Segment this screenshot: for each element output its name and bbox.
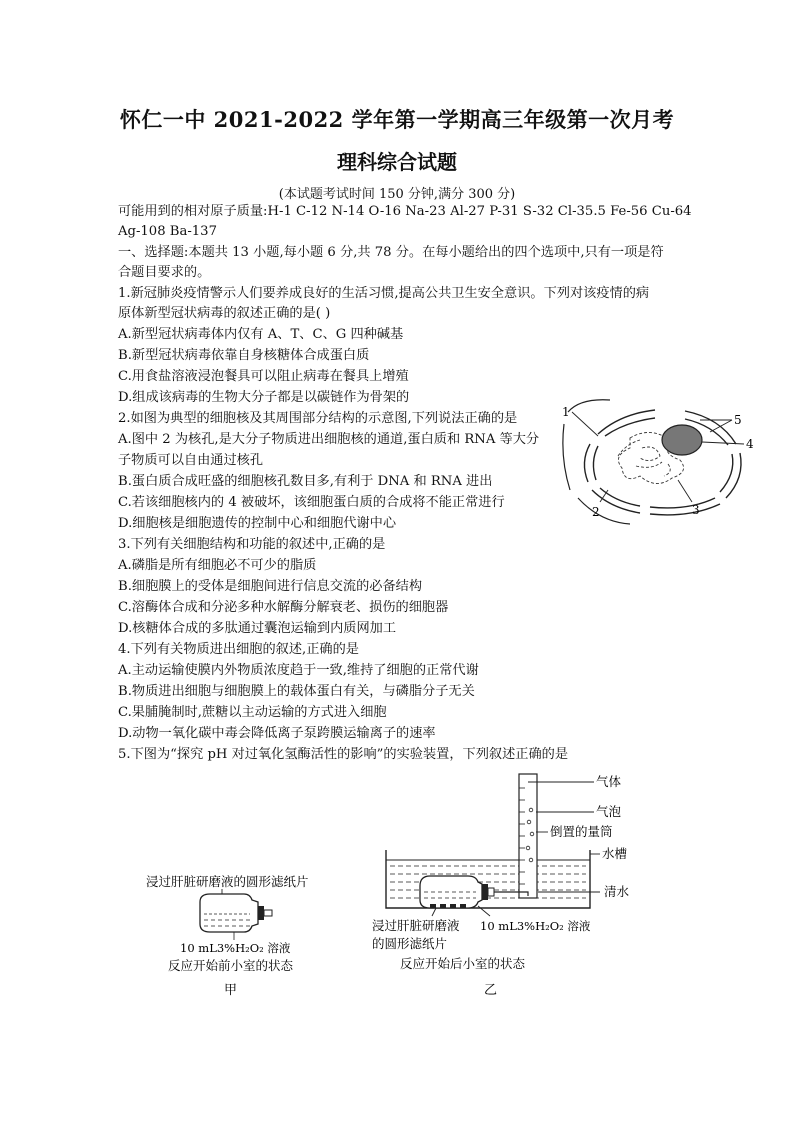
yi-label-tank: 水槽 bbox=[602, 846, 628, 861]
exam-time-note: (本试题考试时间 150 分钟,满分 300 分) bbox=[278, 187, 516, 202]
jia-top-label: 浸过肝脏研磨液的圆形滤纸片 bbox=[146, 874, 309, 889]
question-option: A.磷脂是所有细胞必不可少的脂质 bbox=[118, 558, 317, 573]
question-stem: 1.新冠肺炎疫情警示人们要养成良好的生活习惯,提高公共卫生安全意识。下列对该疫情的病 bbox=[118, 286, 650, 301]
yi-caption: 反应开始后小室的状态 bbox=[400, 956, 526, 971]
exam-title: 怀仁一中 2021-2022 学年第一学期高三年级第一次月考 bbox=[119, 107, 675, 132]
exam-subtitle: 理科综合试题 bbox=[337, 150, 457, 174]
figure-jia bbox=[140, 872, 380, 1002]
question-option: B.细胞膜上的受体是细胞间进行信息交流的必备结构 bbox=[118, 579, 423, 594]
question-option: C.溶酶体合成和分泌多种水解酶分解衰老、损伤的细胞器 bbox=[118, 600, 449, 615]
nucleus-diagram bbox=[560, 398, 770, 528]
question-option: D.细胞核是细胞遗传的控制中心和细胞代谢中心 bbox=[118, 516, 397, 531]
question-option: A.图中 2 为核孔,是大分子物质进出细胞核的通道,蛋白质和 RNA 等大分 bbox=[118, 432, 540, 447]
question-stem: 2.如图为典型的细胞核及其周围部分结构的示意图,下列说法正确的是 bbox=[118, 411, 518, 426]
figure-yi bbox=[368, 768, 668, 1003]
label-5: 5 bbox=[734, 413, 742, 427]
atomic-mass-line: Ag-108 Ba-137 bbox=[118, 224, 217, 239]
jia-caption: 反应开始前小室的状态 bbox=[168, 958, 294, 973]
yi-label-gas: 气体 bbox=[596, 774, 622, 789]
question-stem: 4.下列有关物质进出细胞的叙述,正确的是 bbox=[118, 642, 359, 657]
yi-label-bubble: 气泡 bbox=[596, 804, 622, 819]
question-option: B.蛋白质合成旺盛的细胞核孔数目多,有利于 DNA 和 RNA 进出 bbox=[118, 474, 493, 489]
question-option: 子物质可以自由通过核孔 bbox=[118, 453, 264, 468]
yi-name: 乙 bbox=[484, 983, 498, 998]
question-option: D.组成该病毒的生物大分子都是以碳链作为骨架的 bbox=[118, 390, 410, 405]
question-stem: 3.下列有关细胞结构和功能的叙述中,正确的是 bbox=[118, 537, 386, 552]
question-option: D.核糖体合成的多肽通过囊泡运输到内质网加工 bbox=[118, 621, 397, 636]
question-option: C.若该细胞核内的 4 被破坏，该细胞蛋白质的合成将不能正常进行 bbox=[118, 495, 505, 510]
question-option: A.新型冠状病毒体内仅有 A、T、C、G 四种碱基 bbox=[118, 327, 404, 342]
yi-label-cylinder: 倒置的量筒 bbox=[550, 824, 613, 839]
yi-paper-label: 浸过肝脏研磨液 bbox=[372, 918, 460, 933]
question-stem: 5.下图为“探究 pH 对过氧化氢酶活性的影响”的实验装置，下列叙述正确的是 bbox=[118, 747, 569, 762]
jia-name: 甲 bbox=[224, 983, 238, 998]
question-option: B.物质进出细胞与细胞膜上的载体蛋白有关，与磷脂分子无关 bbox=[118, 684, 475, 699]
question-option: A.主动运输使膜内外物质浓度趋于一致,维持了细胞的正常代谢 bbox=[118, 663, 479, 678]
question-option: D.动物一氧化碳中毒会降低离子泵跨膜运输离子的速率 bbox=[118, 726, 436, 741]
yi-paper-label: 的圆形滤纸片 bbox=[372, 936, 448, 951]
label-3: 3 bbox=[692, 503, 700, 517]
question-option: C.用食盐溶液浸泡餐具可以阻止病毒在餐具上增殖 bbox=[118, 369, 409, 384]
question-option: B.新型冠状病毒依靠自身核糖体合成蛋白质 bbox=[118, 348, 370, 363]
jia-solution-label: 10 mL3%H₂O₂ 溶液 bbox=[180, 941, 291, 955]
atomic-mass-line: 可能用到的相对原子质量:H-1 C-12 N-14 O-16 Na-23 Al-27 P-31 S-32 Cl-35.5 Fe-56 Cu-64 bbox=[118, 204, 692, 219]
question-option: C.果脯腌制时,蔗糖以主动运输的方式进入细胞 bbox=[118, 705, 387, 720]
label-4: 4 bbox=[746, 437, 754, 451]
question-stem: 原体新型冠状病毒的叙述正确的是( ) bbox=[118, 306, 331, 321]
yi-solution-label: 10 mL3%H₂O₂ 溶液 bbox=[480, 919, 591, 933]
section-heading: 合题目要求的。 bbox=[118, 265, 211, 280]
label-1: 1 bbox=[562, 405, 570, 419]
yi-label-water: 清水 bbox=[604, 884, 630, 899]
label-2: 2 bbox=[592, 505, 600, 519]
section-heading: 一、选择题:本题共 13 小题,每小题 6 分,共 78 分。在每小题给出的四个选项中,只有一项是符 bbox=[118, 245, 664, 260]
